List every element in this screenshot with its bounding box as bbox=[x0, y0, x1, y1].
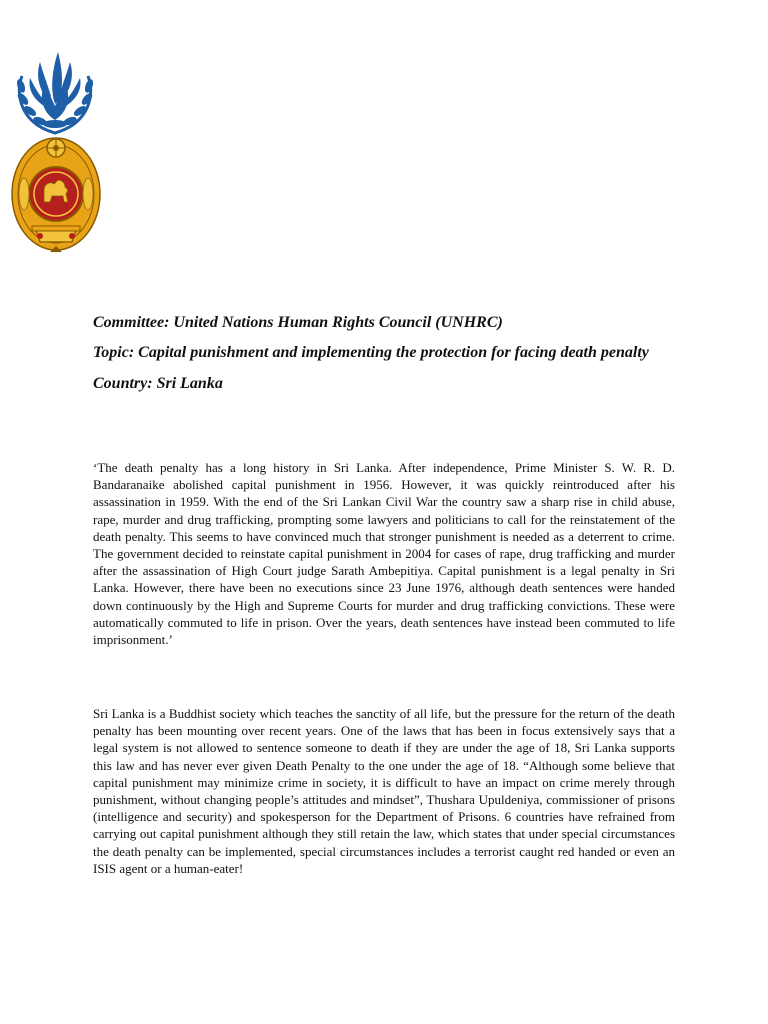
country-heading: Country: Sri Lanka bbox=[93, 375, 223, 392]
body-paragraph-history: ‘The death penalty has a long history in Sri Lanka. After independence, Prime Minister S. W. R. D. Bandaranaike abolished capital punishment in 1956. However, it was quickly reintroduced after his assassination in 1959. With the end of the Sri Lankan Civil War the country saw a sharp rise in child abuse, rape, murder and drug trafficking, prompting some lawyers and politicians to call for the reinstatement of the death penalty. This seems to have convinced much that stronger punishment is needed as a deterrent to crime. The government decided to reinstate capital punishment in 2004 for cases of rape, drug trafficking and murder after the assassination of High Court judge Sarath Ambepitiya. Capital punishment is a legal penalty in Sri Lanka. However, there have been no executions since 23 June 1976, although death sentences were handed down continuously by the High and Supreme Courts for murder and drug trafficking convictions. These were automatically commuted to life in prison. Over the years, death sentences have instead been commuted to life imprisonment.’ bbox=[93, 460, 675, 648]
document-header bbox=[93, 314, 683, 405]
body-paragraph-position: Sri Lanka is a Buddhist society which teaches the sanctity of all life, but the pressure for the return of the death penalty has been mounting over recent years. One of the laws that has been in focus extensively says that a legal system is not allowed to sentence someone to death if they are under the age of 18, Sri Lanka supports this law and has never ever given Death Penalty to the one under the age of 18. “Although some believe that capital punishment may minimize crime in society, it is difficult to have an impact on crime merely through punishment, without changing people’s attitudes and mindset”, Thushara Upuldeniya, commissioner of prisons (intelligence and security) and spokesperson for the Department of Prisons. 6 countries have refrained from carrying out capital punishment although they still retain the law, which states that under special circumstances the death penalty can be implemented, special circumstances includes a terrorist caught red handed or even an ISIS agent or a human-eater! bbox=[93, 706, 675, 876]
sri-lanka-emblem-icon bbox=[10, 134, 102, 254]
un-emblem-icon bbox=[12, 46, 98, 138]
topic-heading: Topic: Capital punishment and implementing the protection for facing death penalty bbox=[93, 344, 649, 361]
committee-heading: Committee: United Nations Human Rights Council (UNHRC) bbox=[93, 314, 503, 331]
